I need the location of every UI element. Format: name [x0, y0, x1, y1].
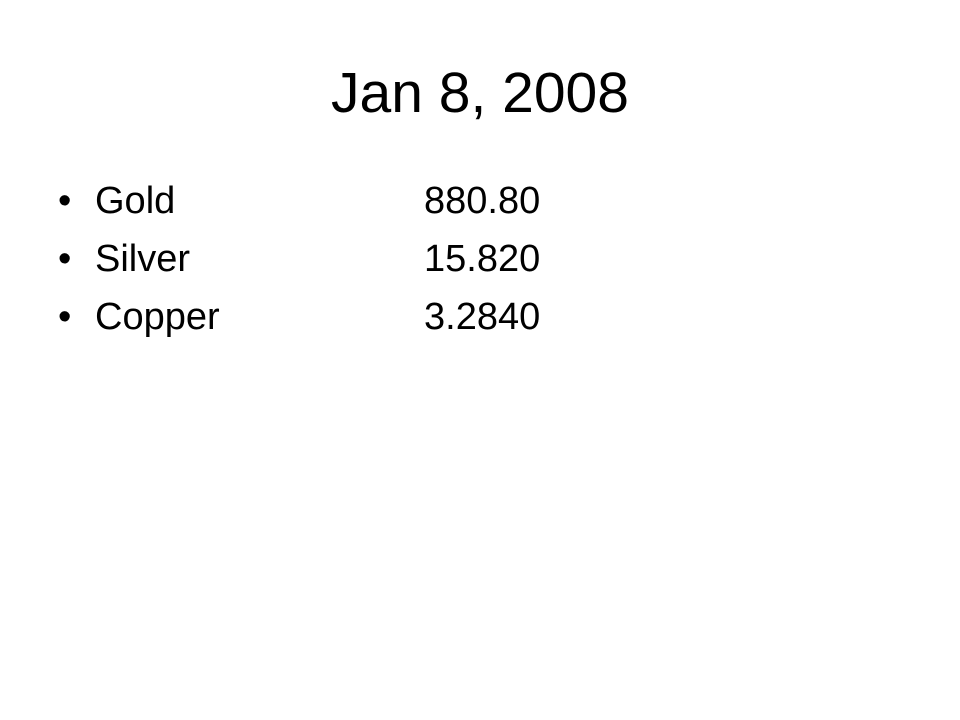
metal-price: 880.80 [424, 180, 541, 222]
bullet-icon: • [58, 238, 72, 280]
metal-price: 15.820 [424, 238, 541, 280]
list-item-gold [58, 172, 898, 230]
bullet-icon: • [58, 296, 72, 338]
metal-name: Silver [95, 238, 191, 280]
metal-price-list [58, 172, 898, 346]
bullet-icon: • [58, 180, 72, 222]
metal-name: Copper [95, 296, 220, 338]
slide-title: Jan 8, 2008 [331, 61, 629, 125]
list-item-silver [58, 230, 898, 288]
metal-name: Gold [95, 180, 176, 222]
list-item-copper [58, 288, 898, 346]
metal-price: 3.2840 [424, 296, 541, 338]
